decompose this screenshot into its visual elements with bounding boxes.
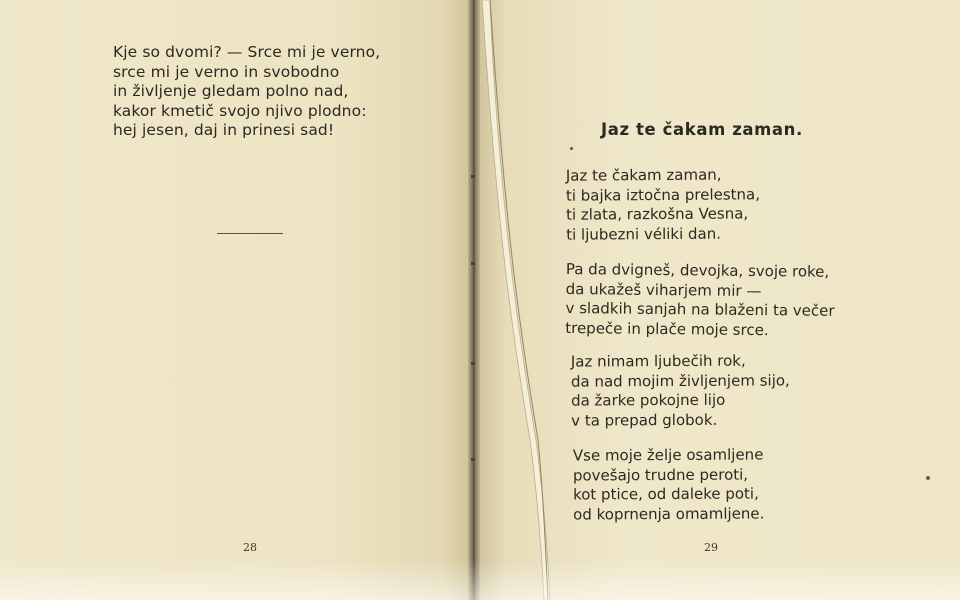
poem-line: Jaz te čakam zaman, [565, 165, 722, 185]
poem-line: Jaz nimam ljubečih rok, [570, 351, 746, 371]
poem-line: povešajo trudne peroti, [572, 465, 749, 485]
ink-speck [926, 476, 930, 480]
poem-title: Jaz te čakam zaman. [601, 120, 803, 139]
poem-line: od koprnenja omamljene. [573, 503, 765, 524]
poem-stanza-1 [566, 165, 761, 244]
poem-stanza-4 [573, 445, 765, 524]
page-bottom-fade [0, 560, 960, 600]
page-number-left: 28 [243, 541, 257, 554]
page-number-right: 29 [704, 541, 718, 554]
poem-line: ti ljubezni véliki dan. [566, 224, 722, 244]
poem-line: v ta prepad globok. [571, 410, 718, 430]
poem-line: ti zlata, razkošna Vesna, [566, 204, 749, 224]
poem-line: kakor kmetič svojo njivo plodno: [113, 101, 367, 120]
ink-speck [570, 147, 573, 150]
poem-line: kot ptice, od daleke poti, [573, 484, 759, 504]
poem-line: hej jesen, daj in prinesi sad! [113, 121, 335, 139]
poem-line: Kje so dvomi? — Srce mi je verno, [113, 43, 381, 61]
poem-line: Pa da dvigneš, devojka, svoje roke, [565, 260, 830, 281]
poem-line: ti bajka iztočna prelestna, [565, 184, 761, 205]
poem-line: da nad mojim življenjem sijo, [570, 370, 790, 391]
poem-line: da žarke pokojne lijo [571, 390, 726, 410]
poem-line: srce mi je verno in svobodno [113, 62, 340, 81]
poem-line: trepeče in plače moje srce. [565, 318, 769, 339]
poem-line: in življenje gledam polno nad, [113, 82, 349, 100]
poem-stanza-3 [571, 351, 790, 430]
poem-line: da ukažeš viharjem mir — [565, 279, 762, 300]
poem-line: v sladkih sanjah na blaženi ta večer [565, 298, 835, 320]
poem-stanza-2 [565, 260, 835, 341]
poem-line: Vse moje želje osamljene [572, 445, 764, 465]
